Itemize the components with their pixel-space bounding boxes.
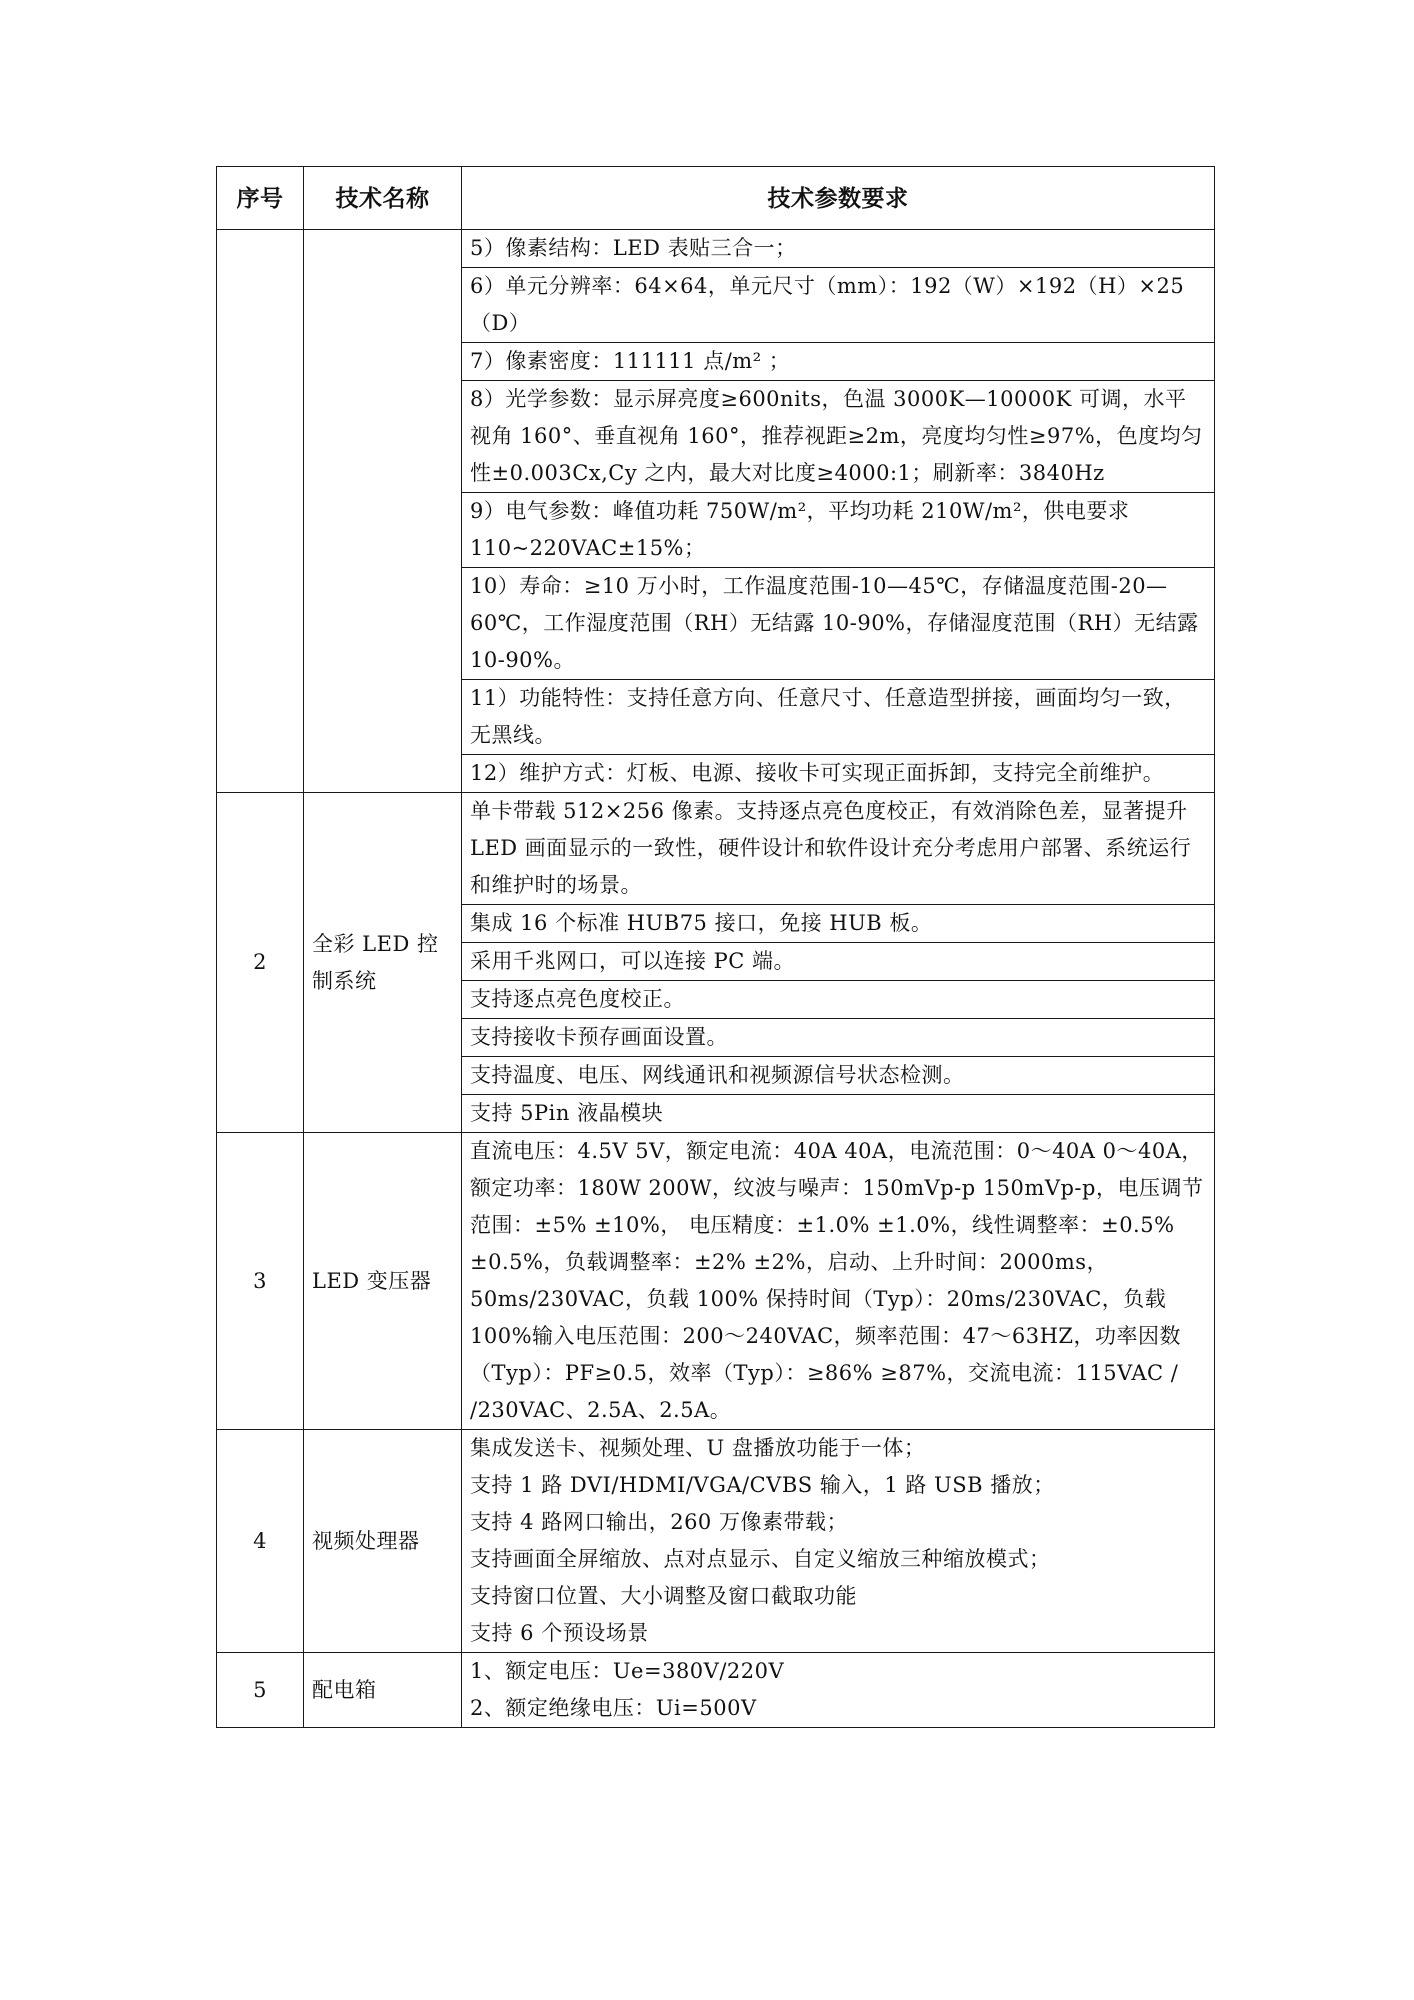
table-row (217, 1653, 1215, 1728)
table-header-row (217, 167, 1215, 230)
requirement-cell: 6）单元分辨率：64×64，单元尺寸（mm）：192（W）×192（H）×25（D） (462, 268, 1215, 343)
requirement-cell: 直流电压：4.5V 5V，额定电流：40A 40A，电流范围：0～40A 0～40A，额定功率：180W 200W，纹波与噪声：150mVp-p 150mVp-p，电压调节范围：±5% ±10%， 电压精度：±1.0% ±1.0%，线性调整率：±0.5% ±0.5%，负载调整率：±2% ±2%，启动、上升时间：2000ms，50ms/230VAC，负载 100% 保持时间（Typ）：20ms/230VAC，负载 100%输入电压范围：200～240VAC，频率范围：47～63HZ，功率因数（Typ）：PF≥0.5，效率（Typ）：≥86% ≥87%，交流电流：115VAC / /230VAC、2.5A、2.5A。 (462, 1133, 1215, 1430)
row-number-cell (217, 230, 304, 793)
requirement-cell: 支持接收卡预存画面设置。 (462, 1019, 1215, 1057)
requirement-cell: 7）像素密度：111111 点/m² ； (462, 343, 1215, 381)
requirement-cell: 1、额定电压：Ue=380V/220V 2、额定绝缘电压：Ui=500V (462, 1653, 1215, 1728)
table-row (217, 1430, 1215, 1653)
item-name-cell: 配电箱 (304, 1653, 462, 1728)
table-row (217, 793, 1215, 905)
requirement-cell: 支持 5Pin 液晶模块 (462, 1095, 1215, 1133)
row-number-cell: 3 (217, 1133, 304, 1430)
requirement-cell: 12）维护方式：灯板、电源、接收卡可实现正面拆卸，支持完全前维护。 (462, 755, 1215, 793)
header-cell-requirements: 技术参数要求 (462, 167, 1215, 230)
requirement-cell: 支持温度、电压、网线通讯和视频源信号状态检测。 (462, 1057, 1215, 1095)
table-body (217, 167, 1215, 1728)
requirement-cell: 5）像素结构：LED 表贴三合一； (462, 230, 1215, 268)
requirement-cell: 支持逐点亮色度校正。 (462, 981, 1215, 1019)
row-number-cell: 5 (217, 1653, 304, 1728)
row-number-cell: 2 (217, 793, 304, 1133)
tech-spec-table (216, 166, 1215, 1728)
requirement-cell: 8）光学参数：显示屏亮度≥600nits，色温 3000K—10000K 可调，水平视角 160°、垂直视角 160°，推荐视距≥2m，亮度均匀性≥97%，色度均匀性±0.003Cx,Cy 之内，最大对比度≥4000:1；刷新率：3840Hz (462, 381, 1215, 493)
requirement-cell: 集成 16 个标准 HUB75 接口，免接 HUB 板。 (462, 905, 1215, 943)
requirement-cell: 11）功能特性：支持任意方向、任意尺寸、任意造型拼接，画面均匀一致，无黑线。 (462, 680, 1215, 755)
item-name-cell: 全彩 LED 控制系统 (304, 793, 462, 1133)
item-name-cell: 视频处理器 (304, 1430, 462, 1653)
table-row (217, 230, 1215, 268)
requirement-cell: 集成发送卡、视频处理、U 盘播放功能于一体； 支持 1 路 DVI/HDMI/VGA/CVBS 输入，1 路 USB 播放； 支持 4 路网口输出，260 万像素带载； 支持画面全屏缩放、点对点显示、自定义缩放三种缩放模式； 支持窗口位置、大小调整及窗口截取功能 支持 6 个预设场景 (462, 1430, 1215, 1653)
header-cell-no: 序号 (217, 167, 304, 230)
header-cell-name: 技术名称 (304, 167, 462, 230)
table-row (217, 1133, 1215, 1430)
row-number-cell: 4 (217, 1430, 304, 1653)
item-name-cell (304, 230, 462, 793)
item-name-cell: LED 变压器 (304, 1133, 462, 1430)
requirement-cell: 10）寿命：≥10 万小时，工作温度范围-10—45℃，存储温度范围-20—60℃，工作湿度范围（RH）无结露 10-90%，存储湿度范围（RH）无结露 10-90%。 (462, 568, 1215, 680)
requirement-cell: 采用千兆网口，可以连接 PC 端。 (462, 943, 1215, 981)
requirement-cell: 9）电气参数：峰值功耗 750W/m²，平均功耗 210W/m²，供电要求 110~220VAC±15%； (462, 493, 1215, 568)
requirement-cell: 单卡带载 512×256 像素。支持逐点亮色度校正，有效消除色差，显著提升 LED 画面显示的一致性，硬件设计和软件设计充分考虑用户部署、系统运行和维护时的场景。 (462, 793, 1215, 905)
